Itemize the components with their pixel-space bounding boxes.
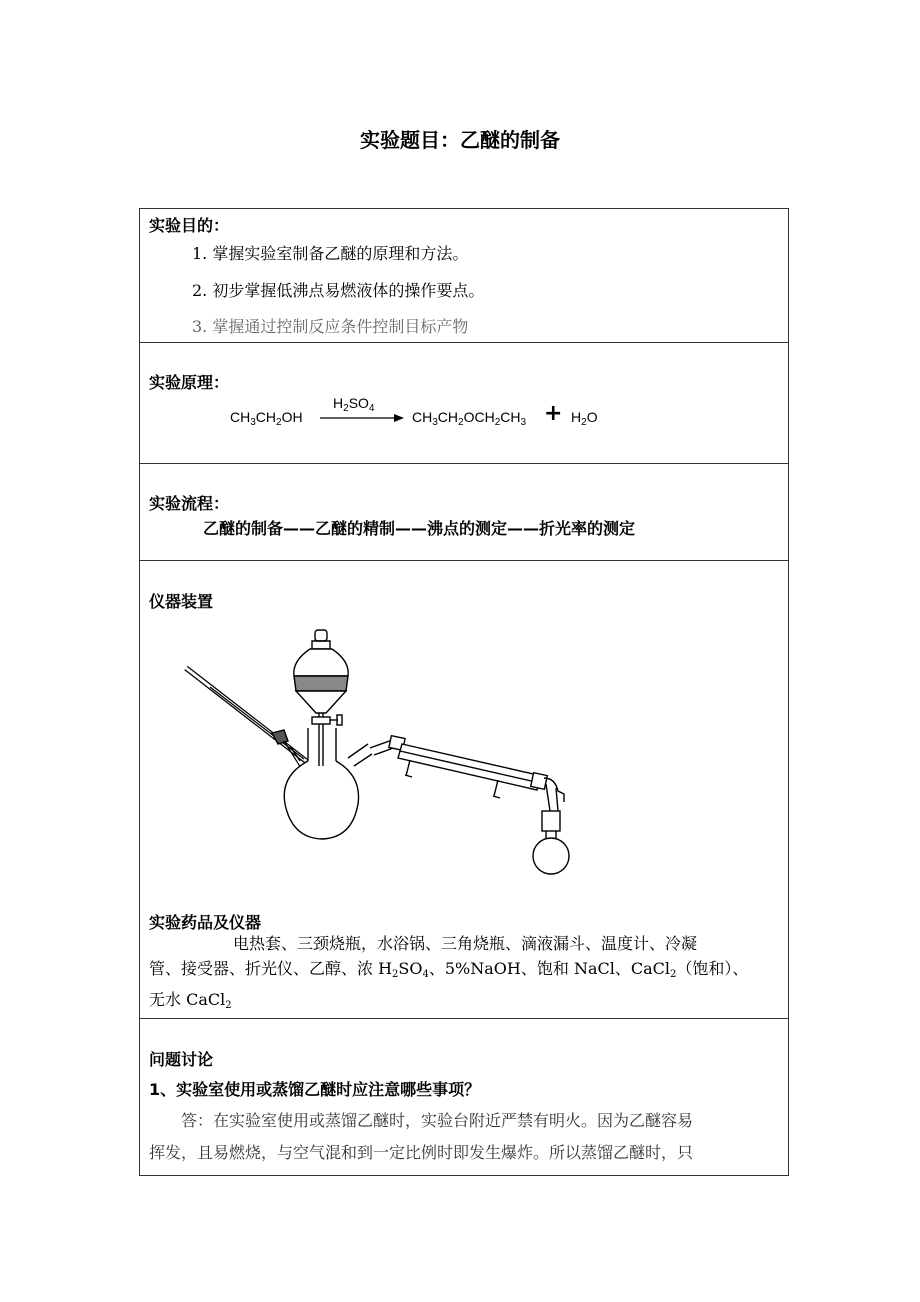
answer-line: 挥发，且易燃烧，与空气混和到一定比例时即发生爆炸。所以蒸馏乙醚时，只 [149,1143,694,1162]
objectives-heading: 实验目的： [149,216,230,235]
procedure-heading: 实验流程： [149,494,230,513]
discussion-section [140,1019,788,1175]
page-title: 实验题目：乙醚的制备 [360,128,560,152]
principle-heading: 实验原理： [149,373,230,392]
reagents-line: 管、接受器、折光仪、乙醇、浓 $H_2SO_4$、5%NaOH、饱和 NaCl、CaCl$_2$（饱和）、 [149,959,749,980]
apparatus-heading: 仪器装置 [149,592,214,611]
dropping-funnel-icon [294,630,348,766]
principle-section [140,343,788,464]
discussion-answer [149,1105,779,1169]
objective-item: 2. 初步掌握低沸点易燃液体的操作要点。 [192,281,485,300]
answer-line: 答：在实验室使用或蒸馏乙醚时，实验台附近严禁有明火。因为乙醚容易 [181,1111,694,1130]
byproduct-formula: $H_2O$ [571,409,598,428]
receiver-flask-icon [533,778,569,874]
experiment-table [139,208,789,1176]
reagents-line: 无水 CaCl$_2$ [149,990,232,1011]
distillation-apparatus-figure [180,616,570,901]
objective-item: 3. 掌握通过控制反应条件控制目标产物 [192,317,469,336]
plus-sign: + [544,401,563,426]
product-formula: $CH_3CH_2OCH_2CH_3$ [412,409,527,428]
apparatus-section [140,561,788,1019]
objective-item: 1. 掌握实验室制备乙醚的原理和方法。 [192,244,469,263]
procedure-flow: 乙醚的制备——乙醚的精制——沸点的测定——折光率的测定 [203,519,636,538]
catalyst-formula: $H_2SO_4$ [333,395,375,414]
thermometer-icon [186,668,306,776]
reagents-list [149,931,748,1018]
reactant-formula: $CH_3CH_2OH$ [230,409,303,428]
reagents-heading: 实验药品及仪器 [149,913,262,932]
discussion-heading: 问题讨论 [149,1050,214,1069]
procedure-section [140,464,788,561]
objectives-section [140,209,788,343]
condenser-icon [370,736,547,798]
three-neck-flask-icon [284,728,372,839]
discussion-question: 1、实验室使用或蒸馏乙醚时应注意哪些事项？ [149,1080,481,1099]
reaction-arrow [320,413,404,423]
reagents-line: 电热套、三颈烧瓶，水浴锅、三角烧瓶、滴液漏斗、温度计、冷凝 [233,934,698,953]
